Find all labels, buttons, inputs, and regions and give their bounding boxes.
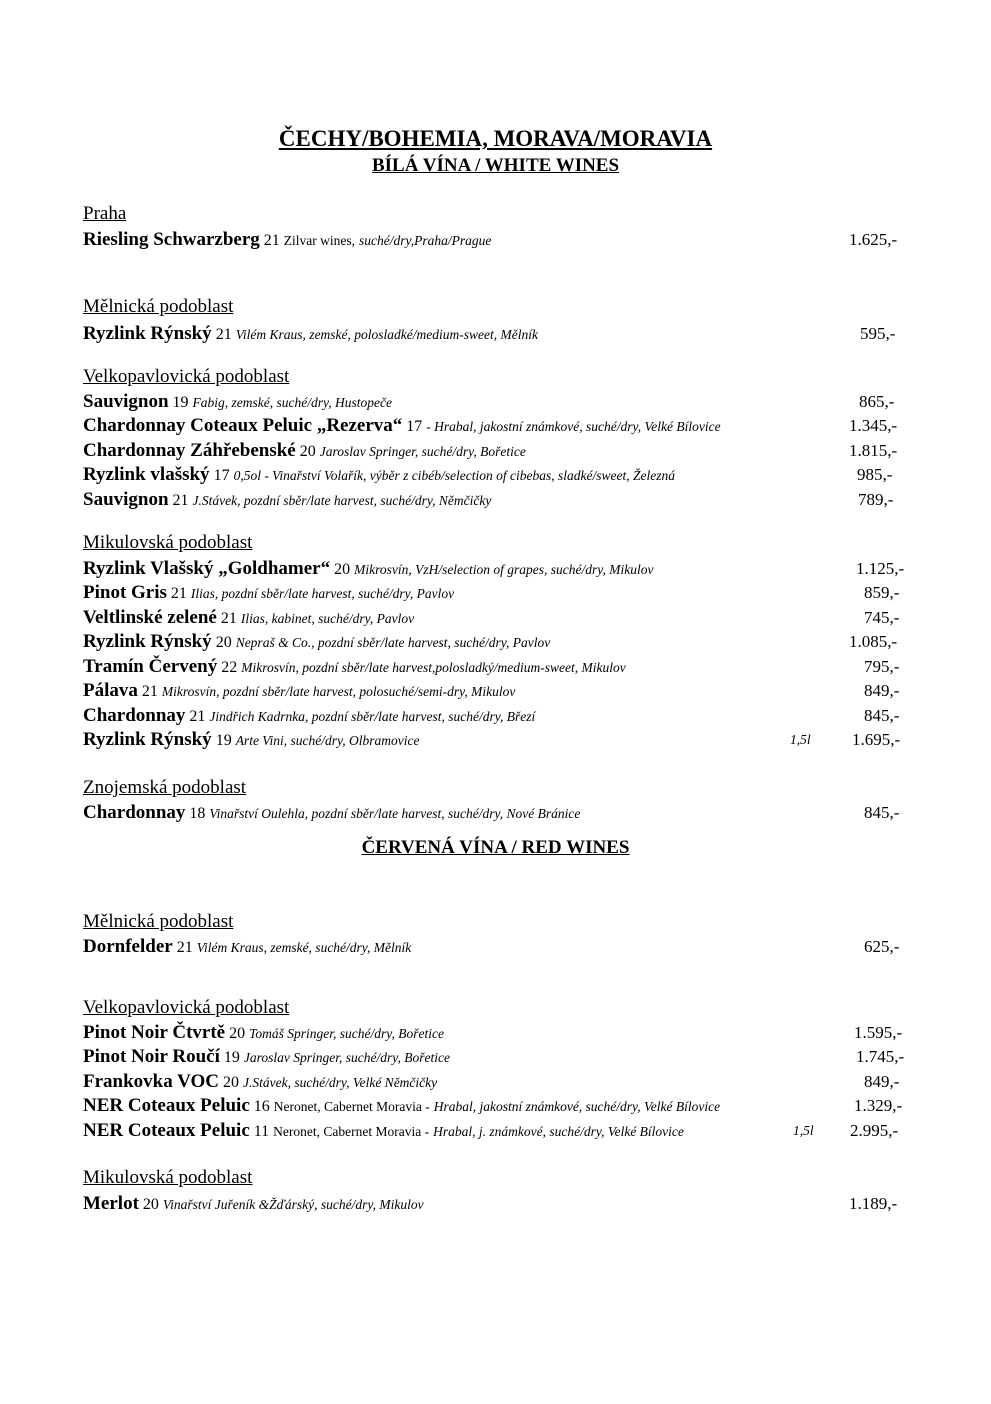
wine-price: 859,- [864, 583, 900, 602]
wine-price: 789,- [858, 490, 894, 509]
wine-name: NER Coteaux Peluic [83, 1120, 250, 1141]
wine-name: Chardonnay [83, 802, 186, 823]
wine-price: 845,- [864, 706, 900, 725]
wine-row [83, 463, 991, 487]
wine-name: Dornfelder [83, 936, 173, 957]
wine-vintage: 20 [215, 634, 232, 651]
wine-vintage: 17 [213, 467, 230, 484]
wine-name: Merlot [83, 1193, 139, 1214]
wine-name: Pinot Gris [83, 582, 167, 603]
region-heading: Velkopavlovická podoblast [83, 366, 290, 387]
wine-vintage: 21 [176, 939, 193, 956]
wine-row [83, 728, 991, 752]
wine-description: J.Stávek, pozdní sběr/late harvest, suché/dry, Němčičky [192, 493, 492, 508]
wine-description: Arte Vini, suché/dry, Olbramovice [235, 733, 420, 748]
wine-row [83, 322, 991, 346]
wine-vintage: 22 [221, 659, 238, 676]
wine-price: 1.815,- [849, 441, 898, 460]
wine-row [83, 228, 991, 252]
wine-row [83, 414, 991, 438]
wine-name: Pinot Noir Čtvrtě [83, 1022, 226, 1043]
wine-row [83, 439, 991, 463]
wine-row [83, 1119, 991, 1143]
wine-description: Nepraš & Co., pozdní sběr/late harvest, suché/dry, Pavlov [235, 635, 551, 650]
wine-vintage: 11 [253, 1123, 270, 1140]
wine-description: Vinařství Juřeník &Žďárský, suché/dry, Mikulov [162, 1197, 424, 1212]
wine-description: Vinařství Oulehla, pozdní sběr/late harvest, suché/dry, Nové Bránice [209, 806, 581, 821]
wine-price: 985,- [857, 465, 893, 484]
wine-description: suché/dry,Praha/Prague [359, 233, 492, 248]
wine-price: 845,- [864, 803, 900, 822]
wine-description: Ilias, kabinet, suché/dry, Pavlov [240, 611, 415, 626]
wine-price: 1.625,- [849, 230, 898, 249]
wine-price: 1.345,- [849, 416, 898, 435]
red-wines-heading: ČERVENÁ VÍNA / RED WINES [361, 837, 630, 858]
wine-description: Vilém Kraus, zemské, polosladké/medium-sweet, Mělník [235, 327, 538, 342]
wine-row [83, 1094, 991, 1118]
wine-description: Tomáš Springer, suché/dry, Bořetice [249, 1026, 444, 1041]
wine-vintage: 20 [334, 561, 351, 578]
wine-name: Pálava [83, 680, 138, 701]
wine-vintage: 16 [253, 1098, 270, 1115]
wine-price: 745,- [864, 608, 900, 627]
wine-vintage: 18 [189, 805, 206, 822]
wine-description: Jaroslav Springer, suché/dry, Bořetice [319, 444, 526, 459]
wine-vintage: 19 [172, 394, 189, 411]
wine-row [83, 581, 991, 605]
wine-name: NER Coteaux Peluic [83, 1095, 250, 1116]
wine-row [83, 557, 991, 581]
wine-producer: Neronet, Cabernet Moravia - [273, 1099, 430, 1114]
wine-vintage: 19 [223, 1049, 240, 1066]
wine-name: Chardonnay Záhřebenské [83, 440, 296, 461]
wine-description: Mikrosvín, VzH/selection of grapes, suché/dry, Mikulov [354, 562, 654, 577]
wine-description: Jindřich Kadrnka, pozdní sběr/late harvest, suché/dry, Březí [209, 709, 536, 724]
wine-volume: 1,5l [793, 1123, 814, 1138]
wine-name: Ryzlink vlašský [83, 464, 210, 485]
wine-producer: Zilvar wines, [283, 233, 356, 248]
wine-producer: Neronet, Cabernet Moravia - [273, 1124, 430, 1139]
wine-name: Ryzlink Vlašský „Goldhamer“ [83, 558, 331, 579]
wine-description: Hrabal, jakostní známkové, suché/dry, Velké Bílovice [433, 1099, 721, 1114]
wine-name: Ryzlink Rýnský [83, 323, 212, 344]
wine-name: Tramín Červený [83, 656, 218, 677]
wine-price: 595,- [860, 324, 896, 343]
wine-description: 0,5ol - Vinařství Volařík, výběr z cibéb/selection of cibebas, sladké/sweet, Železná [233, 468, 675, 483]
wine-vintage: 20 [299, 443, 316, 460]
wine-price: 1.695,- [852, 730, 901, 749]
wine-row [83, 488, 991, 512]
wine-description: Mikrosvín, pozdní sběr/late harvest,polosladký/medium-sweet, Mikulov [241, 660, 626, 675]
wine-vintage: 21 [141, 683, 158, 700]
region-heading: Mikulovská podoblast [83, 1167, 253, 1188]
region-heading: Velkopavlovická podoblast [83, 997, 290, 1018]
wine-row [83, 390, 991, 414]
wine-row [83, 704, 991, 728]
wine-name: Chardonnay Coteaux Peluic „Rezerva“ [83, 415, 403, 436]
wine-name: Frankovka VOC [83, 1071, 219, 1092]
wine-description: Vilém Kraus, zemské, suché/dry, Mělník [196, 940, 412, 955]
region-heading: Praha [83, 203, 127, 224]
wine-price: 2.995,- [850, 1121, 899, 1140]
wine-vintage: 21 [220, 610, 237, 627]
region-heading: Mikulovská podoblast [83, 532, 253, 553]
wine-row [83, 1070, 991, 1094]
wine-name: Ryzlink Rýnský [83, 631, 212, 652]
wine-name: Pinot Noir Roučí [83, 1046, 220, 1067]
wine-price: 625,- [864, 937, 900, 956]
wine-description: Hrabal, j. známkové, suché/dry, Velké Bílovice [433, 1124, 684, 1139]
wine-price: 1.125,- [856, 559, 905, 578]
wine-vintage: 17 [406, 418, 423, 435]
wine-row [83, 679, 991, 703]
wine-vintage: 21 [263, 232, 280, 249]
wine-vintage: 20 [229, 1025, 246, 1042]
region-heading: Mělnická podoblast [83, 296, 234, 317]
wine-name: Ryzlink Rýnský [83, 729, 212, 750]
wine-name: Riesling Schwarzberg [83, 229, 260, 250]
wine-price: 1.189,- [849, 1194, 898, 1213]
wine-volume: 1,5l [790, 732, 811, 747]
region-heading: Mělnická podoblast [83, 911, 234, 932]
wine-name: Sauvignon [83, 391, 169, 412]
white-wines-heading: BÍLÁ VÍNA / WHITE WINES [371, 155, 620, 176]
wine-description: - Hrabal, jakostní známkové, suché/dry, Velké Bílovice [426, 419, 721, 434]
wine-row [83, 606, 991, 630]
wine-row [83, 1021, 991, 1045]
wine-price: 795,- [864, 657, 900, 676]
wine-description: Ilias, pozdní sběr/late harvest, suché/dry, Pavlov [190, 586, 455, 601]
wine-description: J.Stávek, suché/dry, Velké Němčičky [243, 1075, 438, 1090]
wine-name: Sauvignon [83, 489, 169, 510]
wine-price: 1.085,- [849, 632, 898, 651]
wine-price: 1.595,- [854, 1023, 903, 1042]
wine-row [83, 655, 991, 679]
wine-name: Veltlinské zelené [83, 607, 217, 628]
wine-row [83, 801, 991, 825]
wine-row [83, 1192, 991, 1216]
wine-vintage: 19 [215, 732, 232, 749]
wine-vintage: 21 [172, 492, 189, 509]
wine-vintage: 20 [223, 1074, 239, 1091]
wine-vintage: 21 [215, 326, 232, 343]
wine-vintage: 21 [170, 585, 187, 602]
wine-row [83, 630, 991, 654]
wine-price: 1.329,- [854, 1096, 903, 1115]
wine-vintage: 21 [189, 708, 206, 725]
wine-price: 865,- [859, 392, 895, 411]
wine-price: 1.745,- [856, 1047, 905, 1066]
wine-vintage: 20 [142, 1196, 159, 1213]
wine-description: Fabig, zemské, suché/dry, Hustopeče [192, 395, 392, 410]
region-heading: Znojemská podoblast [83, 777, 247, 798]
wine-description: Jaroslav Springer, suché/dry, Bořetice [243, 1050, 450, 1065]
page-title: ČECHY/BOHEMIA, MORAVA/MORAVIA [278, 126, 713, 151]
wine-price: 849,- [864, 1072, 900, 1091]
wine-row [83, 1045, 991, 1069]
wine-row [83, 935, 991, 959]
wine-name: Chardonnay [83, 705, 186, 726]
wine-description: Mikrosvín, pozdní sběr/late harvest, polosuché/semi-dry, Mikulov [161, 684, 516, 699]
wine-price: 849,- [864, 681, 900, 700]
